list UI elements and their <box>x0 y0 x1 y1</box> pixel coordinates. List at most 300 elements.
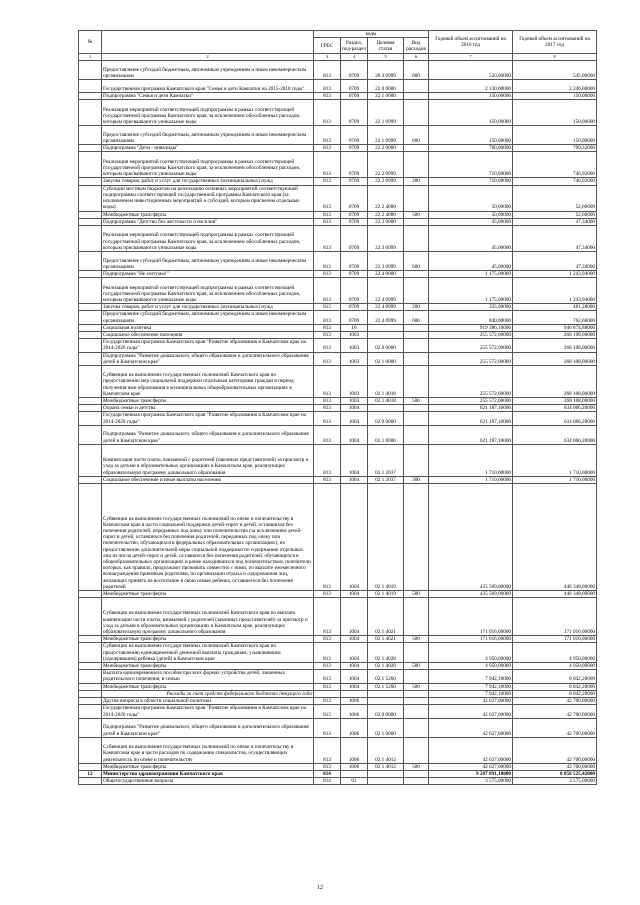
row-amount-2017: 268 108,00000 <box>513 366 597 398</box>
row-number <box>79 425 102 444</box>
row-section: 1004 <box>341 598 368 636</box>
row-section: 1004 <box>341 670 368 683</box>
col-number: 2 <box>102 54 314 61</box>
row-amount-2017: 268 108,00000 <box>513 332 597 339</box>
row-section: 1004 <box>341 405 368 412</box>
row-grbs: 813 <box>314 737 341 763</box>
table-row <box>79 690 597 697</box>
table-row <box>79 405 597 412</box>
row-amount-2016: 42 627,00000 <box>429 763 513 770</box>
row-amount-2017: 8 042,20000 <box>513 670 597 683</box>
row-amount-2016: 45,00000 <box>429 252 513 271</box>
row-amount-2017: 1 243,94000 <box>513 278 597 304</box>
col-number: 1 <box>79 54 102 61</box>
row-number <box>79 476 102 483</box>
row-section: 1003 <box>341 352 368 365</box>
row-name: Межбюджетные трансферты <box>102 683 314 690</box>
table-row <box>79 366 597 398</box>
row-type <box>404 598 429 636</box>
row-target: 22 1 0000 <box>368 93 404 100</box>
col-number: 5 <box>368 54 404 61</box>
row-target: 02 1 0000 <box>368 352 404 365</box>
row-name: Подпрограмма "Дети - инвалиды" <box>102 145 314 152</box>
row-amount-2016: 621 187,10000 <box>429 412 513 425</box>
row-target: 02 1 5260 <box>368 670 404 683</box>
row-section: 1004 <box>341 591 368 598</box>
row-grbs: 813 <box>314 178 341 185</box>
row-amount-2016: 621 187,10000 <box>429 425 513 444</box>
page-number: 12 <box>317 885 323 891</box>
row-type <box>404 332 429 339</box>
row-section: 1006 <box>341 698 368 705</box>
table-row <box>79 484 597 591</box>
row-number <box>79 352 102 365</box>
row-number <box>79 185 102 211</box>
row-number <box>79 271 102 278</box>
row-amount-2016: 760,00000 <box>429 145 513 152</box>
row-target: 02 1 4019 <box>368 591 404 598</box>
row-name: Субсидии местным бюджетам на реализацию основных мероприятий соответствующей подпрограммы соответствующей государственной программы Камчатского края (за исключением инвестиционных мероприятий и субсидий, которым присвоены отдельные коды) <box>102 185 314 211</box>
row-section: 1003 <box>341 332 368 339</box>
table-row <box>79 324 597 331</box>
row-amount-2017: 1 243,94000 <box>513 271 597 278</box>
row-target <box>368 770 404 777</box>
row-grbs: 813 <box>314 670 341 683</box>
row-amount-2017: 1 710,00000 <box>513 444 597 476</box>
row-section: 01 <box>341 778 368 785</box>
header-target: Целевая статья <box>368 38 404 54</box>
table-row <box>79 145 597 152</box>
row-number <box>79 737 102 763</box>
row-number <box>79 778 102 785</box>
col-number: 3 <box>314 54 341 61</box>
row-amount-2017: 42 700,00000 <box>513 763 597 770</box>
table-row <box>79 425 597 444</box>
row-target: 22 2 0000 <box>368 145 404 152</box>
row-grbs: 813 <box>314 271 341 278</box>
row-number <box>79 670 102 683</box>
row-amount-2017: 42 700,00000 <box>513 737 597 763</box>
row-amount-2016: 1 175,00000 <box>429 278 513 304</box>
row-section: 0709 <box>341 252 368 271</box>
table-row <box>79 763 597 770</box>
row-amount-2016: 50,00000 <box>429 185 513 211</box>
table-row <box>79 636 597 643</box>
row-target: 22 4 0999 <box>368 311 404 324</box>
row-target: 22 3 0999 <box>368 226 404 252</box>
row-amount-2017: 799,32000 <box>513 145 597 152</box>
row-section <box>341 770 368 777</box>
row-target <box>368 324 404 331</box>
row-type <box>404 778 429 785</box>
row-amount-2016: 7 942,10000 <box>429 683 513 690</box>
row-type <box>404 226 429 252</box>
col-number: 8 <box>513 54 597 61</box>
table-row <box>79 412 597 425</box>
row-type <box>404 405 429 412</box>
row-name: Министерство здравоохранения Камчатского края <box>102 770 314 777</box>
row-type <box>404 444 429 476</box>
row-name: Социальное обеспечение и иные выплаты населению <box>102 476 314 483</box>
row-number <box>79 444 102 476</box>
row-target: 22 1 0999 <box>368 100 404 126</box>
row-amount-2017: 8 058 525,42000 <box>513 770 597 777</box>
row-amount-2016: 255 572,00000 <box>429 332 513 339</box>
col-number: 6 <box>404 54 429 61</box>
row-grbs: 813 <box>314 705 341 718</box>
row-section: 0709 <box>341 278 368 304</box>
row-number <box>79 591 102 598</box>
row-name: Социальное обеспечение населения <box>102 332 314 339</box>
row-type <box>404 145 429 152</box>
row-amount-2016: 171 016,00000 <box>429 598 513 636</box>
table-row <box>79 100 597 126</box>
row-name: Межбюджетные трансферты <box>102 636 314 643</box>
row-number: 12 <box>79 770 102 777</box>
row-name: Подпрограмма "Развитие дошкольного, общего образования и дополнительного образования детей в Камчатском крае" <box>102 352 314 365</box>
row-grbs: 813 <box>314 683 341 690</box>
table-row <box>79 226 597 252</box>
row-amount-2016: 840,00000 <box>429 311 513 324</box>
row-target: 22 3 0999 <box>368 252 404 271</box>
row-amount-2017: 746,92000 <box>513 152 597 178</box>
row-type: 500 <box>404 683 429 690</box>
row-amount-2016: 435 569,00000 <box>429 591 513 598</box>
row-type <box>404 271 429 278</box>
row-amount-2017: 4 950,00000 <box>513 643 597 663</box>
row-name: Субвенции на выполнение государственных полномочий Камчатского края по выплате компенсации части платы, взимаемой с родителей (законных представителей) за присмотр и уход за детьми в образовательных организациях в Камчатском крае, реализующих образовательную программу дошкольного образования <box>102 598 314 636</box>
row-target <box>368 778 404 785</box>
row-name: Предоставление субсидий бюджетным, автономным учреждениям и иным некоммерческим организациям <box>102 311 314 324</box>
table-row <box>79 126 597 145</box>
row-section: 0709 <box>341 145 368 152</box>
row-grbs: 813 <box>314 324 341 331</box>
row-section: 0709 <box>341 271 368 278</box>
table-row <box>79 185 597 211</box>
row-section: 10 <box>341 324 368 331</box>
row-number <box>79 61 102 80</box>
row-grbs: 813 <box>314 152 341 178</box>
row-name: Расходы за счет средств федерального бюджета текущего года <box>102 690 314 697</box>
row-amount-2017: 42 700,00000 <box>513 698 597 705</box>
row-amount-2017: 52,60000 <box>513 211 597 218</box>
row-number <box>79 412 102 425</box>
row-amount-2017: 2 240,00000 <box>513 80 597 93</box>
row-number <box>79 683 102 690</box>
row-type <box>404 352 429 365</box>
row-amount-2016: 255 572,00000 <box>429 339 513 352</box>
row-number <box>79 643 102 663</box>
row-name: Предоставление субсидий бюджетным, автономным учреждениям и иным некоммерческим организациям <box>102 252 314 271</box>
row-type: 500 <box>404 211 429 218</box>
row-target: 22 2 0999 <box>368 178 404 185</box>
row-grbs: 813 <box>314 61 341 80</box>
row-type <box>404 690 429 697</box>
table-row <box>79 643 597 663</box>
row-section: 0709 <box>341 218 368 225</box>
row-amount-2016: 7 942,10000 <box>429 670 513 683</box>
row-section: 1004 <box>341 484 368 591</box>
row-grbs: 813 <box>314 145 341 152</box>
row-target: 22 4 0999 <box>368 304 404 311</box>
row-target <box>368 690 404 697</box>
header-2016: Годовой объем ассигнований на 2016 год <box>429 31 513 54</box>
row-target: 02 1 4018 <box>368 366 404 398</box>
row-target: 02 1 2037 <box>368 476 404 483</box>
budget-table-page <box>78 30 596 785</box>
row-amount-2017: 545,00000 <box>513 61 597 80</box>
row-amount-2017: 8 042,20000 <box>513 690 597 697</box>
row-number <box>79 226 102 252</box>
row-amount-2016: 42 627,00000 <box>429 737 513 763</box>
header-codes: коды <box>314 31 429 38</box>
row-target: 02 0 0000 <box>368 412 404 425</box>
row-name: Предоставление субсидий бюджетным, автономным учреждениям и иным некоммерческим организациям <box>102 126 314 145</box>
row-name: Субвенции на выполнение государственных полномочий по опеке и попечительству в Камчатском крае в части расходов по содержанию специалистов, осуществляющих деятельность по опеке и попечительству <box>102 737 314 763</box>
row-amount-2017: 8 042,20000 <box>513 683 597 690</box>
row-amount-2016: 1 175,00000 <box>429 271 513 278</box>
table-row <box>79 444 597 476</box>
row-type: 500 <box>404 763 429 770</box>
row-type <box>404 152 429 178</box>
row-grbs: 813 <box>314 763 341 770</box>
row-section: 1003 <box>341 339 368 352</box>
row-amount-2016: 9 207 891,18000 <box>429 770 513 777</box>
row-amount-2016: 3 575,00000 <box>429 778 513 785</box>
table-row <box>79 218 597 225</box>
row-name: Компенсация части платы, взимаемой с родителей (законных представителей) за присмотр и уход за детьми в образовательных организациях в Камчатском крае, реализующих образовательную программу дошкольного образования <box>102 444 314 476</box>
row-grbs <box>314 690 341 697</box>
col-number: 7 <box>429 54 513 61</box>
row-target: 02 1 4018 <box>368 398 404 405</box>
header-name <box>102 31 314 54</box>
row-grbs: 814 <box>314 778 341 785</box>
row-amount-2017: 634 066,20000 <box>513 405 597 412</box>
row-name: Общегосударственные вопросы <box>102 778 314 785</box>
row-target: 02 1 4021 <box>368 636 404 643</box>
row-target: 02 1 4019 <box>368 484 404 591</box>
row-grbs: 813 <box>314 425 341 444</box>
row-grbs: 813 <box>314 591 341 598</box>
row-name: Реализация мероприятий соответствующей подпрограммы в рамках соответствующей государственной программы Камчатского края, за исключением обособленных расходов, которым присваиваются уникальные коды <box>102 278 314 304</box>
row-number <box>79 339 102 352</box>
row-number <box>79 636 102 643</box>
row-name: Охрана семьи и детства <box>102 405 314 412</box>
row-grbs: 813 <box>314 412 341 425</box>
row-type: 600 <box>404 252 429 271</box>
row-amount-2017: 42 700,00000 <box>513 718 597 737</box>
row-grbs: 813 <box>314 484 341 591</box>
row-number <box>79 145 102 152</box>
row-grbs: 813 <box>314 718 341 737</box>
row-grbs: 813 <box>314 366 341 398</box>
table-row <box>79 211 597 218</box>
row-grbs: 813 <box>314 698 341 705</box>
row-target <box>368 698 404 705</box>
budget-table <box>78 30 597 785</box>
row-name: Подпрограмма "Развитие дошкольного, общего образования и дополнительного образования детей в Камчатском крае" <box>102 718 314 737</box>
row-type <box>404 100 429 126</box>
row-amount-2016: 150,00000 <box>429 126 513 145</box>
row-type <box>404 366 429 398</box>
row-number <box>79 311 102 324</box>
row-amount-2016: 4 950,00000 <box>429 643 513 663</box>
row-grbs: 813 <box>314 304 341 311</box>
row-amount-2016: 42 627,00000 <box>429 705 513 718</box>
row-grbs: 813 <box>314 332 341 339</box>
row-type <box>404 324 429 331</box>
row-amount-2016: 621 187,10000 <box>429 405 513 412</box>
header-grbs: ГРБС <box>314 38 341 54</box>
row-target: 22 4 0000 <box>368 271 404 278</box>
row-amount-2017: 268 108,00000 <box>513 352 597 365</box>
row-grbs: 813 <box>314 598 341 636</box>
row-amount-2016: 1 710,00000 <box>429 444 513 476</box>
row-type: 500 <box>404 663 429 670</box>
row-type: 500 <box>404 591 429 598</box>
row-amount-2017: 3 575,00000 <box>513 778 597 785</box>
row-type <box>404 278 429 304</box>
header-2017: Годовой объем ассигнований на 2017 год <box>513 31 597 54</box>
table-row <box>79 398 597 405</box>
row-section: 1006 <box>341 737 368 763</box>
table-row <box>79 252 597 271</box>
row-amount-2016: 520,00000 <box>429 61 513 80</box>
row-section: 1004 <box>341 663 368 670</box>
row-number <box>79 100 102 126</box>
row-amount-2016: 42 627,00000 <box>429 698 513 705</box>
row-target: 02 1 0000 <box>368 718 404 737</box>
row-amount-2017: 150,00000 <box>513 126 597 145</box>
row-type <box>404 705 429 718</box>
row-amount-2017: 481,28000 <box>513 304 597 311</box>
row-amount-2016: 710,00000 <box>429 178 513 185</box>
table-row <box>79 705 597 718</box>
row-amount-2017: 42 700,00000 <box>513 705 597 718</box>
row-grbs: 813 <box>314 339 341 352</box>
row-grbs: 813 <box>314 444 341 476</box>
row-name: Закупка товаров, работ и услуг для государственных (муниципальных) нужд <box>102 178 314 185</box>
row-section: 0709 <box>341 80 368 93</box>
row-amount-2016: 435 569,00000 <box>429 484 513 591</box>
row-target: 02 1 4028 <box>368 643 404 663</box>
row-name: Государственная программа Камчатского края "Развитие образования в Камчатском крае на 2014-2020 годы" <box>102 339 314 352</box>
row-section: 0709 <box>341 304 368 311</box>
row-section: 1004 <box>341 444 368 476</box>
row-number <box>79 278 102 304</box>
row-amount-2016: 7 942,10000 <box>429 690 513 697</box>
row-target <box>368 332 404 339</box>
row-type: 600 <box>404 126 429 145</box>
table-row <box>79 80 597 93</box>
row-grbs: 813 <box>314 218 341 225</box>
row-number <box>79 698 102 705</box>
table-row <box>79 352 597 365</box>
row-name: Подпрограмма "Детство без жестокости и насилия" <box>102 218 314 225</box>
row-type <box>404 643 429 663</box>
row-number <box>79 405 102 412</box>
table-row <box>79 271 597 278</box>
row-name: Социальная политика <box>102 324 314 331</box>
table-row <box>79 178 597 185</box>
row-section: 1006 <box>341 718 368 737</box>
row-name: Государственная программа Камчатского края "Развитие образования в Камчатском крае на 2014-2020 годы" <box>102 412 314 425</box>
row-amount-2016: 42 627,00000 <box>429 718 513 737</box>
table-row <box>79 93 597 100</box>
row-grbs: 813 <box>314 636 341 643</box>
header-no: № <box>79 31 102 54</box>
row-grbs: 813 <box>314 405 341 412</box>
row-number <box>79 324 102 331</box>
row-section <box>341 690 368 697</box>
row-number <box>79 398 102 405</box>
row-type: 200 <box>404 304 429 311</box>
row-number <box>79 598 102 636</box>
row-target: 22 4 0999 <box>368 278 404 304</box>
row-name: Межбюджетные трансферты <box>102 591 314 598</box>
row-grbs: 813 <box>314 398 341 405</box>
row-name: Подпрограмма "Семья и дети Камчатки" <box>102 93 314 100</box>
row-amount-2017: 150,00000 <box>513 93 597 100</box>
row-type <box>404 425 429 444</box>
row-target: 22 0 0000 <box>368 80 404 93</box>
row-grbs: 814 <box>314 770 341 777</box>
row-type <box>404 93 429 100</box>
row-number <box>79 690 102 697</box>
row-target: 22 2 0999 <box>368 152 404 178</box>
row-type: 600 <box>404 311 429 324</box>
row-amount-2016: 4 950,00000 <box>429 663 513 670</box>
row-type: 500 <box>404 636 429 643</box>
row-type <box>404 412 429 425</box>
row-section: 0709 <box>341 61 368 80</box>
row-amount-2016: 2 130,00000 <box>429 80 513 93</box>
row-number <box>79 93 102 100</box>
row-name: Субвенции на выполнение государственных полномочий по опеке и попечительству в Камчатском крае в части социальной поддержки детей-сирот и детей, оставшихся без попечения родителей, переданных под опеку или попечительство (за исключением детей-сирот и детей, оставшихся без попечения родителей, переданных под опеку или попечительство, обучающихся в федеральных образовательных организациях), по предоставлению дополнительной меры социальной поддержки по содержанию отдельных лиц из числа детей-сирот и детей, оставшихся без попечения родителей, обучающихся в общеобразовательных организациях и ранее находившихся под попечительством, попечители которых, как правило, продолжают проживать совместно с ними, по выплате ежемесячного вознаграждения приемным родителям, по организации отдыха и оздоровления лиц, желающих принять на воспитание в свою семью ребенка, оставшегося без попечения родителей <box>102 484 314 591</box>
row-type <box>404 718 429 737</box>
row-section: 0709 <box>341 93 368 100</box>
row-amount-2017: 47,34000 <box>513 226 597 252</box>
row-grbs: 813 <box>314 126 341 145</box>
row-number <box>79 718 102 737</box>
table-row <box>79 476 597 483</box>
header-section: Раздел, под-раздел <box>342 39 366 52</box>
row-grbs: 813 <box>314 311 341 324</box>
row-section: 0709 <box>341 185 368 211</box>
row-amount-2016: 50,00000 <box>429 211 513 218</box>
row-name: Межбюджетные трансферты <box>102 211 314 218</box>
table-row <box>79 598 597 636</box>
row-number <box>79 663 102 670</box>
row-name: Подпрограмма "Не зелтумы!" <box>102 271 314 278</box>
table-row <box>79 770 597 777</box>
row-target: 02 0 0000 <box>368 339 404 352</box>
row-amount-2016: 255 572,00000 <box>429 366 513 398</box>
table-row <box>79 778 597 785</box>
table-row <box>79 311 597 324</box>
row-type <box>404 339 429 352</box>
row-grbs: 813 <box>314 476 341 483</box>
row-type <box>404 185 429 211</box>
row-name: Подпрограмма "Развитие дошкольного, общего образования и дополнительного образования детей в Камчатском крае" <box>102 425 314 444</box>
row-name: Межбюджетные трансферты <box>102 763 314 770</box>
row-name: Закупка товаров, работ и услуг для государственных (муниципальных) нужд <box>102 304 314 311</box>
row-target: 02 1 4021 <box>368 598 404 636</box>
row-section: 1003 <box>341 398 368 405</box>
row-grbs: 813 <box>314 352 341 365</box>
row-number <box>79 218 102 225</box>
table-row <box>79 152 597 178</box>
